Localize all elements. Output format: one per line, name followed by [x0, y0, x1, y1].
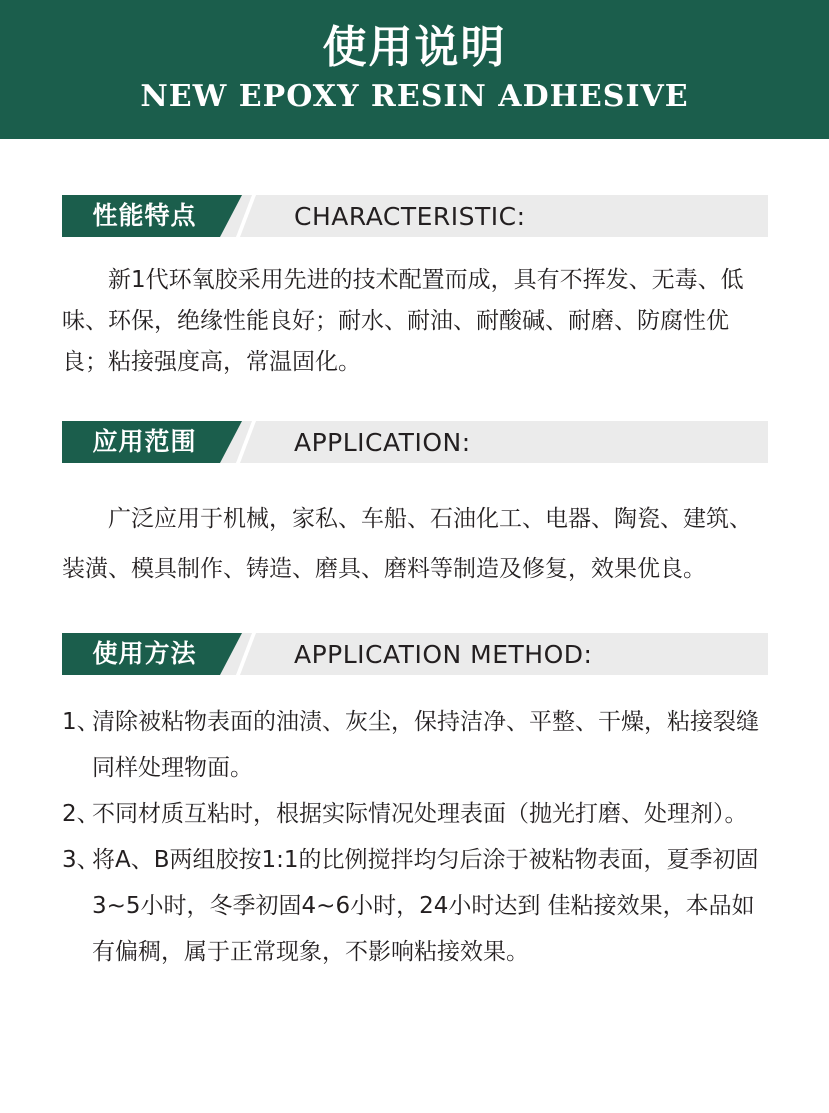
application-text: [62, 494, 774, 594]
page-title: 使用说明: [322, 22, 507, 73]
section-header-method: [62, 633, 768, 675]
section-header-characteristic: [62, 195, 768, 237]
list-item: [62, 791, 774, 837]
section-header-application: [62, 421, 768, 463]
section-tag-label: 使用方法: [92, 639, 197, 668]
step-number: 1、: [62, 709, 100, 735]
application-text-content: 广泛应用于机械，家私、车船、石油化工、电器、陶瓷、建筑、装潢、模具制作、铸造、磨具、磨料等制造及修复，效果优良。: [62, 506, 752, 582]
section-tag-label: 应用范围: [92, 427, 197, 456]
page-subtitle: NEW EPOXY RESIN ADHESIVE: [140, 79, 689, 114]
step-number: 3、: [62, 847, 100, 873]
list-item: [62, 837, 774, 975]
characteristic-text-content: 新1代环氧胶采用先进的技术配置而成，具有不挥发、无毒、低味、环保，绝缘性能良好；耐水、耐油、耐酸碱、耐磨、防腐性优良；粘接强度高，常温固化。: [62, 267, 744, 375]
step-text: 清除被粘物表面的油渍、灰尘，保持洁净、平整、干燥，粘接裂缝同样处理物面。: [92, 709, 759, 781]
step-text: 将A、B两组胶按1:1的比例搅拌均匀后涂于被粘物表面，夏季初固3~5小时，冬季初固4~6小时，24小时达到 佳粘接效果，本品如有偏稠，属于正常现象，不影响粘接效果。: [92, 847, 759, 965]
step-text: 不同材质互粘时，根据实际情况处理表面（抛光打磨、处理剂）。: [92, 801, 748, 827]
characteristic-text: [62, 260, 774, 383]
header-banner: [0, 0, 829, 139]
section-tag-label: 性能特点: [92, 201, 197, 230]
section-title: APPLICATION:: [294, 428, 471, 457]
step-number: 2、: [62, 801, 100, 827]
list-item: [62, 699, 774, 791]
section-title: CHARACTERISTIC:: [294, 202, 526, 231]
section-title: APPLICATION METHOD:: [294, 640, 593, 669]
method-steps: [62, 699, 774, 975]
